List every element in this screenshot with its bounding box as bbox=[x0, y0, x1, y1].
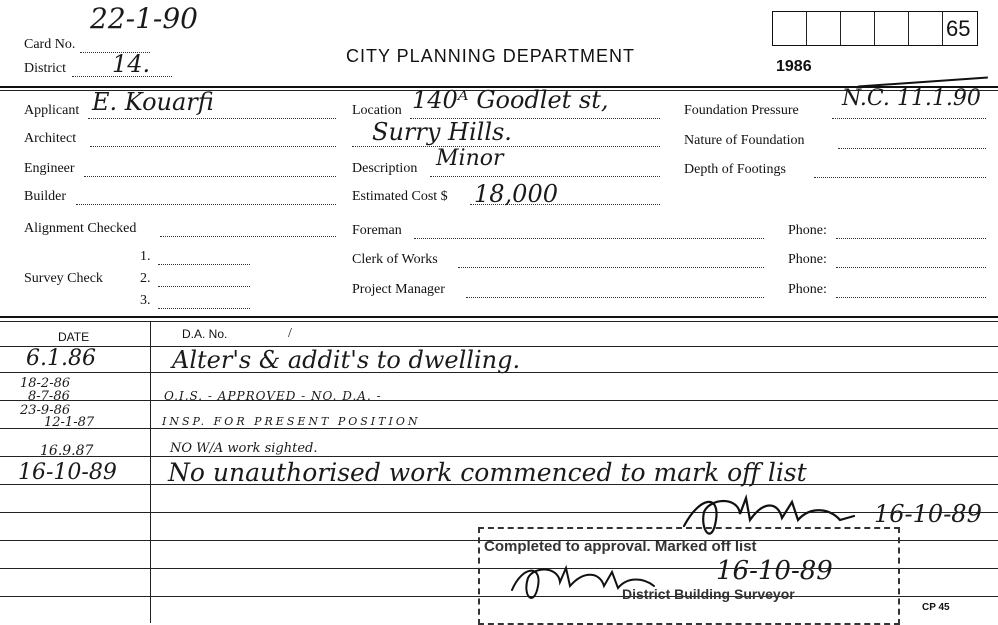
description-line bbox=[430, 176, 660, 177]
card-box-divider bbox=[942, 12, 943, 45]
location-line-2 bbox=[352, 146, 660, 147]
foreman-line bbox=[414, 238, 764, 239]
foundation-pressure-label: Foundation Pressure bbox=[684, 103, 799, 118]
survey-line-3 bbox=[158, 308, 250, 309]
log-entry-text: No unauthorised work commenced to mark off list bbox=[168, 458, 807, 487]
log-entry-text: NO W/A work sighted. bbox=[170, 441, 318, 456]
date-column-header: DATE bbox=[58, 330, 90, 344]
alignment-line bbox=[160, 236, 336, 237]
card-number: 65 bbox=[946, 16, 971, 41]
da-value: / bbox=[288, 326, 292, 341]
log-entry-date: 8-7-86 bbox=[28, 389, 70, 404]
cost-label: Estimated Cost $ bbox=[352, 189, 448, 204]
survey-item-1: 1. bbox=[140, 249, 151, 264]
card-box-divider bbox=[806, 12, 807, 45]
builder-label: Builder bbox=[24, 189, 66, 204]
log-entry-date: 16-10-89 bbox=[18, 460, 117, 485]
nature-label: Nature of Foundation bbox=[684, 133, 805, 148]
location-value-1: 140ᴬ Goodlet st, bbox=[412, 86, 609, 114]
nature-line bbox=[838, 148, 986, 149]
engineer-line bbox=[84, 176, 336, 177]
log-entry-date: 12-1-87 bbox=[44, 415, 95, 430]
survey-item-3: 3. bbox=[140, 293, 151, 308]
architect-label: Architect bbox=[24, 131, 77, 146]
card-no-label: Card No. bbox=[24, 37, 76, 52]
foundation-pressure-line bbox=[832, 118, 986, 119]
log-entry-text: Alter's & addit's to dwelling. bbox=[172, 346, 521, 374]
stamp-line-2: District Building Surveyor bbox=[622, 586, 795, 602]
foreman-phone-line bbox=[836, 238, 986, 239]
location-label: Location bbox=[352, 103, 402, 118]
depth-line bbox=[814, 177, 986, 178]
stamp-line-1: Completed to approval. Marked off list bbox=[484, 538, 757, 555]
page-title: CITY PLANNING DEPARTMENT bbox=[346, 46, 636, 66]
applicant-value: E. Kouarfi bbox=[92, 88, 214, 116]
log-rule bbox=[0, 400, 998, 401]
card-box-divider bbox=[874, 12, 875, 45]
form-code: CP 45 bbox=[922, 602, 950, 613]
engineer-label: Engineer bbox=[24, 161, 75, 176]
alignment-label: Alignment Checked bbox=[24, 221, 137, 236]
log-entry-date: 16.9.87 bbox=[40, 443, 94, 459]
log-entry-text: INSP. FOR PRESENT POSITION bbox=[162, 415, 421, 428]
log-rule bbox=[0, 428, 998, 429]
architect-line bbox=[90, 146, 336, 147]
district-value: 14. bbox=[112, 50, 151, 78]
pm-line bbox=[466, 297, 764, 298]
survey-line-2 bbox=[158, 286, 250, 287]
builder-line bbox=[76, 204, 336, 205]
foundation-pressure-value: N.C. 11.1.90 bbox=[842, 86, 981, 111]
location-value-2: Surry Hills. bbox=[372, 118, 512, 146]
log-entry-date: 23-9-86 bbox=[20, 403, 71, 418]
cost-value: 18,000 bbox=[474, 180, 558, 208]
survey-item-2: 2. bbox=[140, 271, 151, 286]
depth-label: Depth of Footings bbox=[684, 162, 786, 177]
clerk-label: Clerk of Works bbox=[352, 252, 438, 267]
signature-date: 16-10-89 bbox=[874, 500, 982, 528]
clerk-phone-label: Phone: bbox=[788, 252, 827, 267]
clerk-line bbox=[458, 267, 764, 268]
applicant-label: Applicant bbox=[24, 103, 80, 118]
log-entry-date: 6.1.86 bbox=[26, 346, 96, 371]
pm-label: Project Manager bbox=[352, 282, 445, 297]
foreman-phone-label: Phone: bbox=[788, 223, 827, 238]
applicant-line bbox=[88, 118, 336, 119]
card-box-divider bbox=[840, 12, 841, 45]
da-column-header: D.A. No. bbox=[182, 327, 228, 341]
pm-phone-line bbox=[836, 297, 986, 298]
log-column-divider bbox=[150, 322, 151, 623]
log-rule bbox=[0, 456, 998, 457]
log-top-rule bbox=[0, 316, 998, 318]
stamp-date: 16-10-89 bbox=[716, 556, 833, 586]
card-box-divider bbox=[908, 12, 909, 45]
clerk-phone-line bbox=[836, 267, 986, 268]
log-entry-date: 18-2-86 bbox=[20, 376, 71, 391]
log-entry-text: O.I.S. - APPROVED - NO. D.A. - bbox=[164, 389, 382, 403]
date-written: 22-1-90 bbox=[90, 2, 198, 35]
district-label: District bbox=[24, 61, 66, 76]
survey-line-1 bbox=[158, 264, 250, 265]
year-label: 1986 bbox=[776, 58, 812, 75]
survey-label: Survey Check bbox=[24, 271, 103, 286]
foreman-label: Foreman bbox=[352, 223, 402, 238]
pm-phone-label: Phone: bbox=[788, 282, 827, 297]
description-value: Minor bbox=[436, 146, 504, 171]
description-label: Description bbox=[352, 161, 418, 176]
